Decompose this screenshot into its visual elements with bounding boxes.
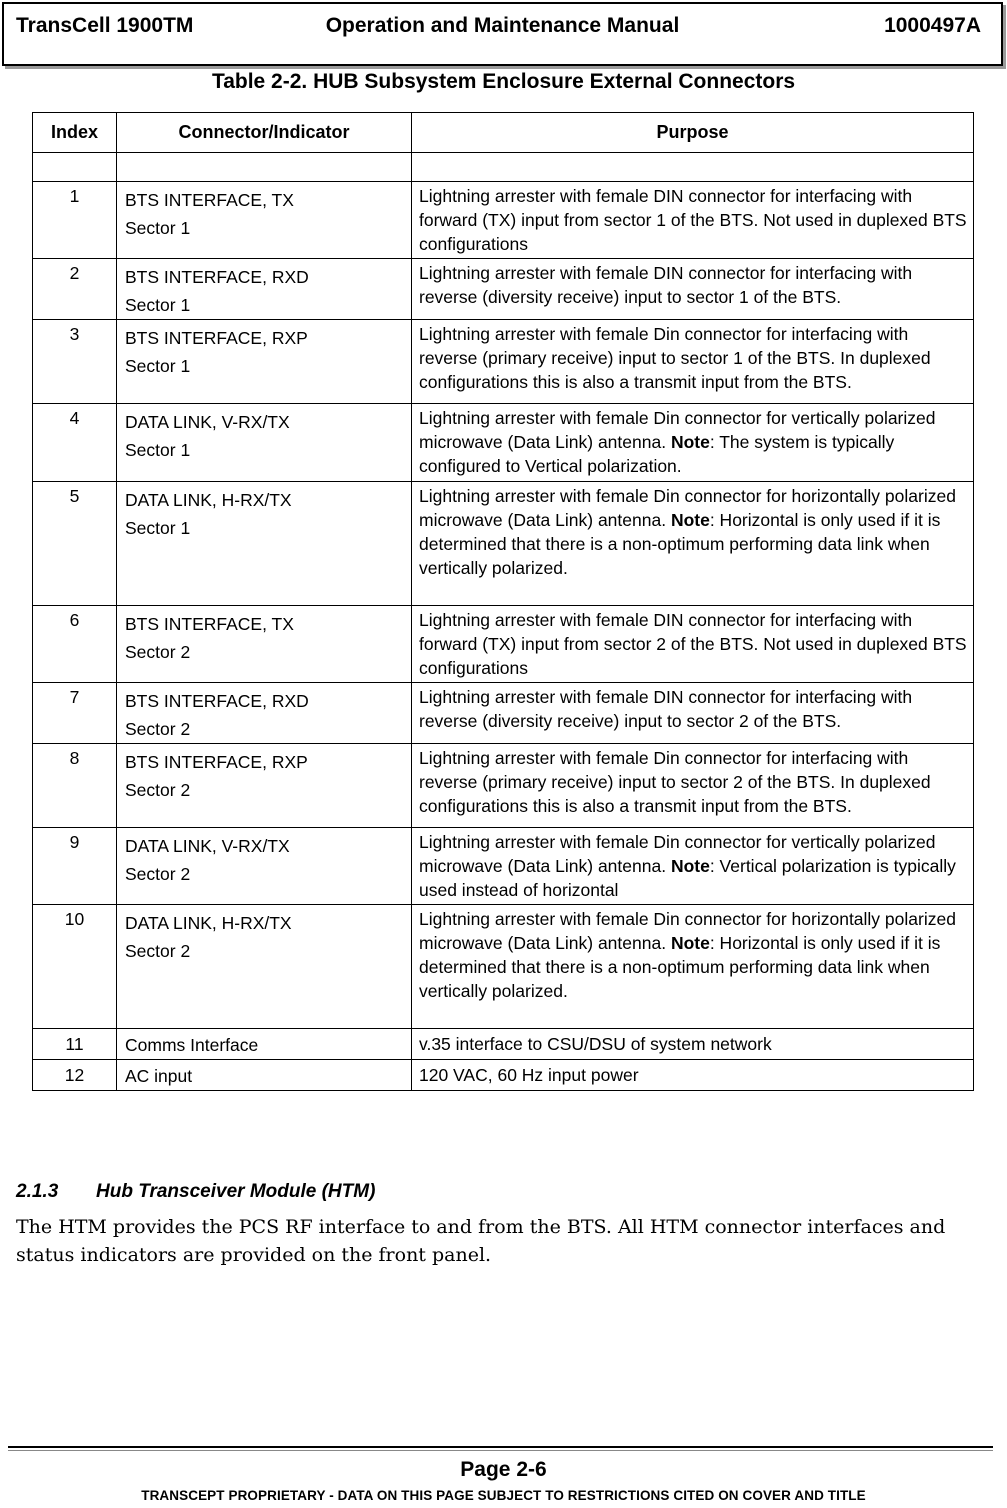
row-index: 2 (33, 259, 117, 320)
row-index: 3 (33, 320, 117, 404)
purpose-text: Lightning arrester with female DIN connector for interfacing with reverse (diversity receive) input to sector 1 of the BTS. (419, 263, 913, 307)
row-index: 6 (33, 606, 117, 683)
table-row (33, 905, 974, 1029)
purpose-text: Lightning arrester with female Din connector for vertically polarized microwave (Data Link) antenna. (419, 408, 936, 452)
note-text: : Horizontal is only used if it is determined that there is a non-optimum performing data link when vertically polarized. (419, 933, 941, 1001)
table-row (33, 482, 974, 606)
row-connector-cell (117, 404, 412, 482)
purpose-text: 120 VAC, 60 Hz input power (419, 1065, 639, 1085)
row-purpose (412, 744, 974, 828)
note-label: Note (670, 432, 710, 452)
connectors-table (32, 112, 974, 1091)
row-connector-cell (117, 1060, 412, 1091)
header-doc-number: 1000497A (884, 14, 981, 37)
row-connector-cell (117, 482, 412, 606)
column-header-purpose: Purpose (412, 113, 974, 153)
connector-name: BTS INTERFACE, RXP (125, 328, 308, 348)
table-row (33, 1060, 974, 1091)
purpose-text: Lightning arrester with female Din connector for horizontally polarized microwave (Data Link) antenna. (419, 909, 956, 953)
note-label: Note (670, 856, 710, 876)
empty-cell (412, 153, 974, 182)
table-row (33, 828, 974, 905)
column-header-index: Index (33, 113, 117, 153)
row-connector-cell (117, 828, 412, 905)
connector-name: DATA LINK, V-RX/TX (125, 836, 290, 856)
connector-name: Comms Interface (125, 1035, 259, 1055)
purpose-text: Lightning arrester with female DIN connector for interfacing with reverse (diversity receive) input to sector 2 of the BTS. (419, 687, 913, 731)
row-connector-cell (117, 259, 412, 320)
row-purpose (412, 404, 974, 482)
row-index: 8 (33, 744, 117, 828)
note-text: : Horizontal is only used if it is determined that there is a non-optimum performing data link when vertically polarized. (419, 510, 941, 578)
empty-cell (33, 153, 117, 182)
table-title: Table 2-2. HUB Subsystem Enclosure External Connectors (211, 70, 796, 93)
purpose-text: Lightning arrester with female DIN connector for interfacing with forward (TX) input from sector 1 of the BTS. Not used in duplexed BTS configurations (419, 186, 967, 254)
row-purpose (412, 1060, 974, 1091)
row-purpose (412, 320, 974, 404)
note-text: : Vertical polarization is typically used instead of horizontal (419, 856, 956, 900)
connector-sector: Sector 1 (125, 218, 191, 238)
section-heading (16, 1181, 375, 1203)
purpose-text: Lightning arrester with female Din connector for interfacing with reverse (primary receive) input to sector 2 of the BTS. In duplexed configurations this is also a transmit input from the BTS. (419, 748, 931, 816)
row-connector-cell (117, 905, 412, 1029)
connector-sector: Sector 2 (125, 719, 191, 739)
row-purpose (412, 259, 974, 320)
row-connector-cell (117, 744, 412, 828)
row-index: 11 (33, 1029, 117, 1060)
note-text: : The system is typically configured to Vertical polarization. (419, 432, 895, 476)
purpose-text: Lightning arrester with female Din connector for vertically polarized microwave (Data Link) antenna. (419, 832, 936, 876)
note-label: Note (670, 510, 710, 530)
footer-divider (8, 1446, 993, 1451)
row-connector-cell (117, 320, 412, 404)
table-row (33, 404, 974, 482)
purpose-text: Lightning arrester with female Din connector for interfacing with reverse (primary receive) input to sector 1 of the BTS. In duplexed configurations this is also a transmit input from the BTS. (419, 324, 931, 392)
table-row (33, 683, 974, 744)
connector-name: DATA LINK, H-RX/TX (125, 913, 292, 933)
row-connector-cell (117, 1029, 412, 1060)
table-row (33, 259, 974, 320)
table-row (33, 606, 974, 683)
row-purpose (412, 1029, 974, 1060)
row-index: 7 (33, 683, 117, 744)
connector-sector: Sector 2 (125, 780, 191, 800)
table-row (33, 744, 974, 828)
page-number: Page 2-6 (460, 1458, 547, 1481)
connector-sector: Sector 2 (125, 864, 191, 884)
purpose-text: v.35 interface to CSU/DSU of system network (419, 1034, 772, 1054)
table-row (33, 1029, 974, 1060)
connector-name: DATA LINK, H-RX/TX (125, 490, 292, 510)
row-purpose (412, 482, 974, 606)
row-index: 10 (33, 905, 117, 1029)
connector-sector: Sector 1 (125, 295, 191, 315)
connector-sector: Sector 1 (125, 440, 191, 460)
row-index: 5 (33, 482, 117, 606)
row-purpose (412, 606, 974, 683)
header-product: TransCell 1900TM (16, 14, 194, 37)
connector-name: BTS INTERFACE, TX (125, 614, 294, 634)
table-row-empty (33, 153, 974, 182)
table-header-row (33, 113, 974, 153)
connector-sector: Sector 2 (125, 941, 191, 961)
connector-name: BTS INTERFACE, RXD (125, 691, 309, 711)
purpose-text: Lightning arrester with female Din connector for horizontally polarized microwave (Data Link) antenna. (419, 486, 956, 530)
row-index: 12 (33, 1060, 117, 1091)
row-purpose (412, 182, 974, 259)
row-connector-cell (117, 606, 412, 683)
connector-sector: Sector 1 (125, 518, 191, 538)
connector-sector: Sector 1 (125, 356, 191, 376)
column-header-connector: Connector/Indicator (117, 113, 412, 153)
empty-cell (117, 153, 412, 182)
section-body: The HTM provides the PCS RF interface to and from the BTS. All HTM connector interfaces and status indicators are provided on the front panel. (16, 1216, 946, 1266)
row-purpose (412, 828, 974, 905)
row-index: 1 (33, 182, 117, 259)
row-index: 9 (33, 828, 117, 905)
connector-name: DATA LINK, V-RX/TX (125, 412, 290, 432)
section-number: 2.1.3 (16, 1181, 59, 1202)
row-connector-cell (117, 683, 412, 744)
table-row (33, 182, 974, 259)
purpose-text: Lightning arrester with female DIN connector for interfacing with forward (TX) input from sector 2 of the BTS. Not used in duplexed BTS configurations (419, 610, 967, 678)
page-header (2, 2, 1003, 66)
connector-name: BTS INTERFACE, TX (125, 190, 294, 210)
connector-name: BTS INTERFACE, RXP (125, 752, 308, 772)
proprietary-notice: TRANSCEPT PROPRIETARY - DATA ON THIS PAGE SUBJECT TO RESTRICTIONS CITED ON COVER AND TITLE (141, 1488, 866, 1503)
section-title: Hub Transceiver Module (HTM) (96, 1181, 376, 1202)
connector-name: AC input (125, 1066, 193, 1086)
row-index: 4 (33, 404, 117, 482)
note-label: Note (670, 933, 710, 953)
connector-sector: Sector 2 (125, 642, 191, 662)
header-manual-title: Operation and Maintenance Manual (325, 14, 680, 37)
row-purpose (412, 905, 974, 1029)
row-connector-cell (117, 182, 412, 259)
connector-name: BTS INTERFACE, RXD (125, 267, 309, 287)
row-purpose (412, 683, 974, 744)
table-row (33, 320, 974, 404)
